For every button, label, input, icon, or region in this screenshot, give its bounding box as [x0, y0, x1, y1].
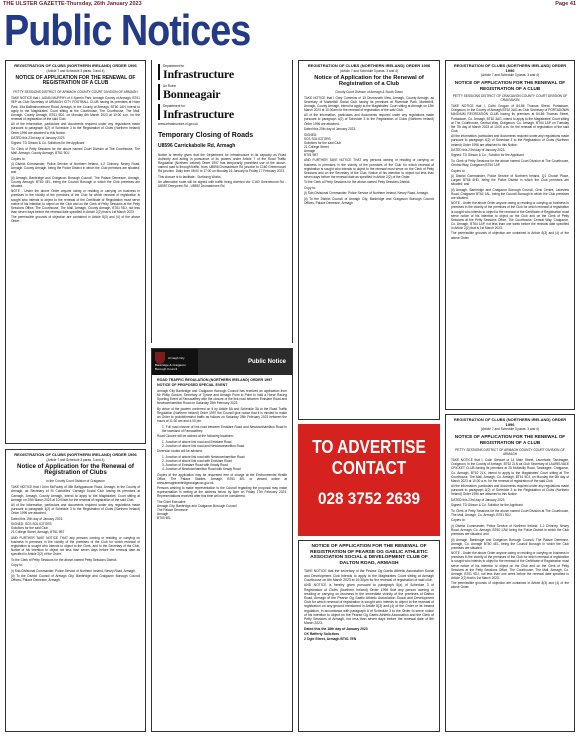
body-text: TAKE NOTICE that I Gary Cummins of 15 Drumsnath View, Armagh, County Armagh, as Secretary of Markethill Social Club having its premises at Riverdale Park, Markethill, Armagh, County Armagh, intend to apply to the Magistrates' Court sitting at Armagh on 13th March 2023 at 10:00am for the renewal of registration of the said Club.: [304, 95, 434, 112]
list-item: 1. Full road closure of link road between Emislare Road and Newtownhamilton Road in the townland of Farnacaffrey.: [162, 424, 287, 433]
signature-line: BT60 4EL: [157, 516, 172, 521]
signature-line: Armagh: [157, 512, 169, 517]
dated-line: Dated this 20th day of January 2023.: [304, 127, 357, 132]
advert-line-2: CONTACT: [331, 458, 407, 478]
act-title: REGISTRATION OF CLUBS (NORTHERN IRELAND) ORDER 1996: [14, 63, 137, 68]
council-banner: [152, 349, 292, 375]
address-line: Armagh: [304, 148, 316, 153]
copies-label: Copies to:: [451, 518, 466, 523]
body-text: Copies of the application may be requested free of charge at the Environmental Health Office, The Palace Stables, Armagh, BT60 4EL or viewed online at www.armaghbanbridgecraigavon.gov.uk: [157, 472, 287, 485]
article-ref: (Article 7 and Schedule 3 paras. 3 and 4): [46, 457, 105, 462]
dated-line: DATED this 23rd day of January 2023.: [451, 148, 506, 152]
body-text: Road Closure will be actived at the following locations:: [157, 434, 234, 439]
article-ref: (Article 7 and Schedule 3 paras. 3 and 4): [481, 73, 539, 78]
court-division: PETTY SESSIONS DISTRICT OF ARMAGH COUNTY COURT DIVISION OF ARMAGH: [13, 90, 138, 95]
grounds-text: The permissible grounds of objection are contained in Article 8(3) and (4) of the above Order.: [11, 215, 140, 224]
dfi-website: www.infrastructure-ni.gov.uk: [158, 122, 198, 126]
dfi-ulster-scots-logo: Depairtment fur Infrastructure: [158, 104, 286, 120]
dated-line: Dated this 19th day of January 2023.: [11, 516, 64, 521]
body-text: By virtue of the powers conferred on it by Article 8A and Schedule 3A to the Road Traffic Regulation (Northern Ireland) Order 1997 the Council give notice that it is minded to make an Order to prohibit/restrict traffic as follows on Saturday 25th February 2023 between the hours of 11:30 am and 4:00 pm.: [157, 406, 287, 424]
body-text: All of the information, particulars and documents required under any regulations made pursuant to paragraph 4(2) of Schedule 3 to the Registration of Clubs (Northern Ireland) Order 1996 are attached.: [304, 113, 434, 126]
copy-label: Copy to:: [304, 185, 316, 190]
closure-heading: Temporary Closing of Roads: [158, 132, 254, 139]
copy-label: Copy to:: [11, 563, 23, 568]
page-title: Public Notices: [4, 6, 251, 55]
copies-label: Copies to:: [11, 156, 26, 161]
act-title: REGISTRATION OF CLUBS (NORTHERN IRELAND) ORDER 1996: [453, 417, 567, 427]
signed-line: SIGNED: SCS SOLICITORS: [11, 522, 52, 527]
body-text: All of the information, particulars and documents required under any regulations made pursuant to paragraph 4(2) of Schedule 3 to the Registration of Clubs (Northern Ireland) Order 1996 are attached.: [11, 503, 140, 516]
page-number: Page 41: [555, 1, 576, 7]
notice-title: NOTICE OF APPLICATION FOR THE RENEWAL OF REGISTRATION OF A CLUB: [454, 434, 566, 445]
solicitor-line: SCS SOLICITORS: [304, 136, 331, 141]
copy-item: (i) District Commander, Police Service of Northern Ireland, 1-2 Chinney, Newry Road, Armagh, County Armagh, being the Police District in which the Club premises are situated; and: [11, 162, 140, 175]
notice-portadown-magnum: [445, 60, 575, 410]
article-ref: (Article 7 and Schedule 3 paras. 3 and 4): [46, 68, 105, 73]
notice-title: Notice of Application for the Renewal of Registration of Clubs: [17, 462, 134, 477]
signed-line: Signed: TD Gibson & Co. Solicitor for the Applicant: [451, 503, 523, 508]
act-title: REGISTRATION OF CLUBS (NORTHERN IRELAND) ORDER 1996: [453, 63, 567, 73]
signed-line: SIGNED:: [304, 132, 318, 137]
copy-item: (ii) Armagh, Banbridge and Craigavon Borough Council, The Palace Demesne, Armagh, Co. Armagh BT60 4EL, being the Council Borough in which the Club premises are situated.: [451, 537, 569, 550]
copies-label: Copies to:: [451, 168, 466, 173]
article-ref: (Article 7 and Schedule 3 paras. 3 and 4): [340, 68, 398, 73]
to-line: To: Clerk of Petty Sessions for the above named Court Division at The Courthouse, The Mall, Armagh, Co. Armagh, BT61 9DJ.: [451, 508, 569, 517]
body-text: Diversion routes will be advised:: [157, 449, 203, 454]
body-text: Notice is hereby given that the Department for Infrastructure in its capacity as Road Authority and acting in pursuance of its powers under Article 7 of the Road Traffic Regulation (Northern Ireland) Order 1997 has temporarily prohibited use of the above-named road to through traffic, from: U8596 Drumadmore Rd junction to C160 Greenmount Rd junction. Daily from 08:00 to 17:00 on Monday 16 January to Friday 17 February 2023.: [158, 153, 286, 174]
list-item: 3. Junction of Emislare Road with Keady Road: [162, 463, 228, 468]
copy-item: (ii) Armagh, Banbridge and Craigavon Borough Council, Civic Centre, Lakeview Road, Craigavon BT64 1AL, being the Council Borough in which the Club premises are situated.: [451, 187, 569, 200]
solicitor-line: Solicitors for the said Club: [304, 140, 342, 145]
notice-armagh-city-fc: [5, 60, 146, 444]
address-line: 2 Ogle Street, Armagh BT61 7EN: [304, 636, 357, 641]
address-line: BT61 9BT: [304, 152, 319, 157]
armagh-council-notice: [151, 348, 293, 732]
body-text: TAKE NOTICE that the secretary of the Pearse Og Gaelic Athletic Association Social and Development Club intends to apply to the Magistrates Court sitting at Armagh Courthouse on 6th March 2023 at 10:30pm for the renewal of registration of said club.: [304, 569, 434, 582]
body-text: Armagh City Banbridge and Craigavon Borough Council has received an application from Mr Philip Gordon, Secretary of Tyrone and Armagh Point to Point to hold a Horse Racing Sporting Event at Farnacaffrey with the closure of the link road between Emislare Road and Newtownhamilton Road on Saturday 25th February 2023.: [157, 389, 287, 406]
copy-item: (ii) To the District Council of Armagh City, Banbridge and Craigavon Borough Council Offices, Palace Demesne, Armagh.: [304, 196, 434, 205]
council-logo: Armagh City Banbridge & Craigavon Borough Council: [152, 349, 198, 375]
address-line: 21 College Street: [304, 144, 329, 149]
grounds-text: The permissible grounds of objection are contained in Article 8(3) and (4) of the above Order.: [451, 231, 569, 240]
list-item: 2. Junction of above link road and Newtownhamilton Road: [162, 443, 245, 448]
notice-title: NOTICE OF PROPOSED SPECIAL EVENT: [157, 382, 228, 387]
copy-item: (ii) Armagh, Banbridge and Craigavon Borough Council, The Palace Demesne, Armagh, County Armagh, BT60 4EL, being the Council Borough in which the Club premises are situated.: [11, 175, 140, 188]
copy-item: (ii) To the District Council of Armagh City, Banbridge and Craigavon Borough Council Offices, Palace Demesne, Armagh.: [11, 574, 140, 583]
advertise-banner: [298, 424, 440, 536]
advert-phone: 028 3752 2639: [317, 489, 421, 508]
grounds-text: The permissible grounds of objection are contained in Article 8(3) and (4) of the above Order.: [451, 581, 569, 590]
signature-line: Armagh City, Banbridge and Craigavon Borough Council: [157, 504, 237, 509]
list-item: 1. Junction of above link road with Newtownhamilton Road: [162, 454, 245, 459]
notice-title: NOTICE OF APPLICATION FOR THE RENEWAL OF REGISTRATION OF A CLUB: [454, 80, 566, 91]
copy-item: (i) District Commander, Police Service of Northern Ireland, 1-2 Chinney, Newry Road, Armagh, Co. Armagh, BT60 1JW, being the Police District in which the Club premises are situated; and: [451, 523, 569, 537]
notice-st-colmcilles: [5, 449, 146, 732]
to-line: To the Clerk of Petty Sessions for the above-named Petty Sessions District.: [304, 180, 411, 185]
copy-item: (i) Sub-Divisional Commander, Police Service of Northern Ireland, Newry Road, Armagh.: [304, 191, 429, 196]
notice-pearse-og-gaa: [298, 540, 440, 732]
notice-title: NOTICE OF APPLICATION FOR THE RENEWAL OF REGISTRATION OF A CLUB: [15, 74, 136, 87]
dated-line: DATED this 23rd day of January 2023.: [11, 136, 66, 140]
dfi-irish-logo: An Roinn Bonneagair: [158, 84, 286, 100]
dfi-logo: Department for Infrastructure: [158, 64, 286, 80]
notice-markethill-social-club: [298, 60, 440, 420]
court-division: in the County Court Division of Craigavon: [46, 479, 105, 484]
act-title: REGISTRATION OF CLUBS (NORTHERN IRELAND) ORDER 1996: [14, 452, 137, 457]
further-notice: AND FURTHER TAKE NOTICE THAT any persons owning or residing or carrying on business in premises in the vicinity of the premises of the Club for which renewal of registration is sought who intends to object to the Clerk, and to the Secretary of the Club, Notice of his intention to object not less than seven days before the renewal date as specified in Article 2(2) of the Order.: [11, 535, 140, 557]
body-text: An alternative route will be signed with traffic being diverted via: C160 Greenmount Rd - U8597 Derrycrew Rd - U8592 Drumadmore Rd.: [158, 180, 286, 189]
copy-item: (i) District Commander, Police Service of Northern Ireland, Q1 Church Place, Lurgan BT66 6HD, being the Police District in which the Club premises are situated; and: [451, 174, 569, 187]
body-text: Persons wishing to make representation to the Council regarding the proposal may make representation in writing at the address below by 5pm on Friday 17th February 2023. Representations received after this time will not be considered.: [157, 486, 287, 499]
dated-line: DATED this 23rd day of January 2023.: [451, 497, 506, 502]
court-division: County Court Division of Armagh & South Down: [335, 89, 403, 94]
body-text: This closure is to facilitate - Surfacing Works.: [158, 174, 222, 179]
note-text: NOTE - Under the above Order anyone owing or residing or carrying on business in premises in the vicinity of the premises of the Club for which renewal of registration is sought who intends to object to the renewal of the Certificate of Registration must serve notice of his intention to object on the Club and on the Clerk of Petty Sessions at the Petty Sessions Office, The Courthouse, The Mall, Armagh, Co. Armagh, BT61 9DJ, not less than one week before the renewal date specified in Article 2(2) that is 1st March 2023.: [451, 551, 569, 580]
list-item: 1. Junction of above link road and Emislare Road: [162, 439, 232, 444]
notice-laurelvale-cricket: [445, 414, 575, 732]
body-text: All the information, particulars and documents required under any regulations made pursuant to paragraph 4(2) of Schedule 3 to the Registration of Clubs (Northern Ireland) Order 1996 are attached to this Notice.: [451, 134, 569, 147]
notice-title: NOTICE OF APPLICATION FOR THE RENEWAL OF REGISTRATION OF PEARSE OG GAELIC ATHLETIC ASSOCIATION SOCIAL & DEVELOPMENT CLUB OF DALTON ROAD, ARMAGH: [310, 544, 428, 566]
address-line: 21 College Street, Armagh, BT61 9BT: [11, 530, 65, 535]
article-ref: (Article 7 and Schedule 3 paras. 3 and 4): [481, 427, 539, 432]
list-item: 4. Junction of Newtownhamilton Road with Keady Road: [162, 467, 241, 472]
act-title: REGISTRATION OF CLUBS (NORTHERN IRELAND) ORDER 1996: [307, 63, 431, 68]
to-line: To: Clerk of Petty Sessions for the above named Court Division at The Courthouse, Central Way, Craigavon BT64 1AP.: [451, 158, 569, 168]
signature-line: The Palace Demesne: [157, 508, 188, 513]
note-text: NOTE - Under the above Order anyone owing or residing or carrying on business in premises in the vicinity of the premises of the Club for which renewal of registration is sought who intends to object to the renewal of the Certificate of Registration must serve notice of his intention to object on the Club and on the Clerk of Petty Sessions at the Petty Sessions Office, The Courthouse, The Mall, Armagh, County Armagh, BT61 9DJ, not less than seven days before the renewal date specified in Article 2(2) that is 1st March 2023.: [11, 189, 140, 214]
to-line: To the Clerk of Petty Sessions for the above-named Petty Sessions District.: [11, 557, 118, 562]
signed-line: Signed: TD Gibson & Co., Solicitor for the Applicant: [451, 153, 524, 158]
note-text: NOTE - Under the above Order anyone owing or residing or carrying on business in premises in the vicinity of the premises of the Club for which renewal of registration is sought who intends to object to the renewal of the Certificate of Registration must serve notice of his intention to object on the Club and on the Clerk of Petty Sessions at the Petty Sessions Office, The Courthouse, Central Way, Craigavon, Co. Armagh, BT64 1AP, not less than one week before the renewal date specified in Article 2(2) that is 1st March 2023.: [451, 201, 569, 230]
signature-line: The Chief Executive: [157, 499, 186, 504]
notice-title: Notice of Application for the Renewal of Registration of a Club: [314, 74, 424, 88]
further-notice: AND FURTHER TAKE NOTICE THAT any persons owning or residing or carrying on business in premises in the vicinity of the premises of the Club for which renewal of registration is sought who intends to object to the renewal must serve on the Clerk of Petty Sessions and on the Secretary of the Club, Notice of his intention to object not less than seven days before the renewal date as specified in Article 2(2) of the Order.: [304, 158, 434, 179]
body-text: TAKE NOTICE that I, Colin Stewart of 14 Main Street, Laurelvale, Tandragee, Craigavon, in the County of Armagh, BT62 2LN as Club Secretary of LAURELVALE CRICKET CLUB having its premises at 25 Mullavilly Road, Tandragee, Craigavon, Co. Armagh, BT62 2LX, intend to apply to the Magistrates' Court sitting at The Courthouse, The Mall, Armagh, Co. Armagh, BT61 9DJ, on Monday the 6th day of March 2023 at 10:00 a.m. for the renewal of registration of the said Club.: [451, 458, 569, 483]
publication-date: THE ULSTER GAZETTE-Thursday, 26th January 2023: [3, 1, 142, 7]
body-text: AND NOTICE is hereby given pursuant to paragraph 5(a) of Schedule 3 of Registration of Clubs (Northern Ireland) Order 1996 that any person owning or residing or carrying on business in the immediate vicinity of the premises of Dalton Road, Armagh of the Pearse Og Gaelic Athletic Association Social and Development Club for which renewal of registration is sought who intends to object to the renewal of registration on any ground mentioned in Article 8(3) and (4) of the Order or its Ireland regulation, in accordance with paragraph 6 of Schedule 3 to the Order to serve notice of his intention to object on the Pearse Og Gaelic Athletic Association and the Clerk of Petty Sessions of Armagh, not less than seven days before the renewal date of 8th March 2023.: [304, 583, 434, 626]
act-title: ROAD TRAFFIC REGULATION (NORTHERN IRELAND) ORDER 1997: [157, 378, 273, 382]
public-notice-label: Public Notice: [247, 358, 286, 365]
court-division: PETTY SESSIONS DISTRICT OF ARMAGH COUNTY COURT DIVISION OF ARMAGH: [455, 448, 565, 457]
body-text: TAKE NOTICE that I, AIDAN MURPHY of 4 Sperrin Park, Armagh County of Armagh, BT61 9EP as Club Secretary of ARMAGH CITY FOOTBALL CLUB having its premises at Holm Park, 45a Ballinahonemore Road, Armagh, in the County of Armagh, BT60 1AH, intend to apply to the Magistrates' Court sitting at the Courthouse, The Courthouse, The Mall, Armagh, County Armagh, BT61 9DJ, on Monday 6th March 2023 at 10:00 a.m. for the renewal of registration of the said Club.: [11, 96, 140, 121]
dated-line: Dated this the 18th day of January 2023: [304, 626, 368, 631]
list-item: 2. Junction of above link road with Emislare Road: [162, 458, 232, 463]
body-text: TAKE NOTICE that I, Colm Grogan of 84-86 Thomas Street, Portadown, Craigavon, in the County of Armagh BT62 3AG as Club Secretary of PORTADOWN MAGNUM RECREATION CLUB having its premises at 84-86 Thomas Street, Portadown, Co. Armagh, BT62 3AG, intend to apply to the Magistrates' Court sitting at The Courthouse, Central Way, Craigavon, Co. Armagh, BT64 1AP on Tuesday the 7th day of March 2023 at 10:00 a.m. for the renewal of registration of the said Club.: [451, 104, 569, 133]
advert-line-1: TO ADVERTISE: [312, 437, 426, 457]
body-text: All the information, particulars and documents required under any regulations made pursuant to paragraph 4(2) of Schedule 3 to the Registration of Clubs (Northern Ireland) Order 1996 are attached to this Notice.: [451, 484, 569, 497]
to-line: To: Clerk of Petty Sessions for the above named Court Division at The Courthouse, The Mall, Armagh, County Armagh, BT61 9DJ: [11, 146, 140, 156]
body-text: All of the information, particulars and documents required under any regulations made pursuant to paragraph 4(2) of Schedule 3 to the Registration of Clubs (Northern Ireland) Order 1996 are attached to this Notice.: [11, 122, 140, 135]
court-division: PETTY SESSIONS DISTRICT OF CRAIGAVON COUNTY COURT DIVISION OF CRAIGAVON: [452, 94, 568, 103]
solicitor-line: Solicitors for the said Club: [11, 526, 49, 531]
closure-road: U8596 Carrickabolie Rd, Armagh: [158, 143, 236, 149]
infrastructure-notice: [151, 60, 293, 343]
body-text: TAKE NOTICE that I John McFaddy of 45b Ballygassoon Road, Armagh, in the County of Armagh, as Secretary of St Colmcilles' Carnagh Social Club having its premises at Carnagh, Armagh, County Armagh, intend to apply to the Magistrates' Court sitting at Armagh on 20th March 2023 at 10:00am for the renewal of registration of the said Club.: [11, 485, 140, 502]
signature-line: CK Rafferty Solicitors: [304, 632, 340, 637]
signed-line: Signed: TD Gibson & Co. Solicitors for the Applicant: [11, 141, 85, 146]
copy-item: (i) Sub-Divisional Commander, Police Service of Northern Ireland, Newry Road, Armagh.: [11, 568, 136, 573]
